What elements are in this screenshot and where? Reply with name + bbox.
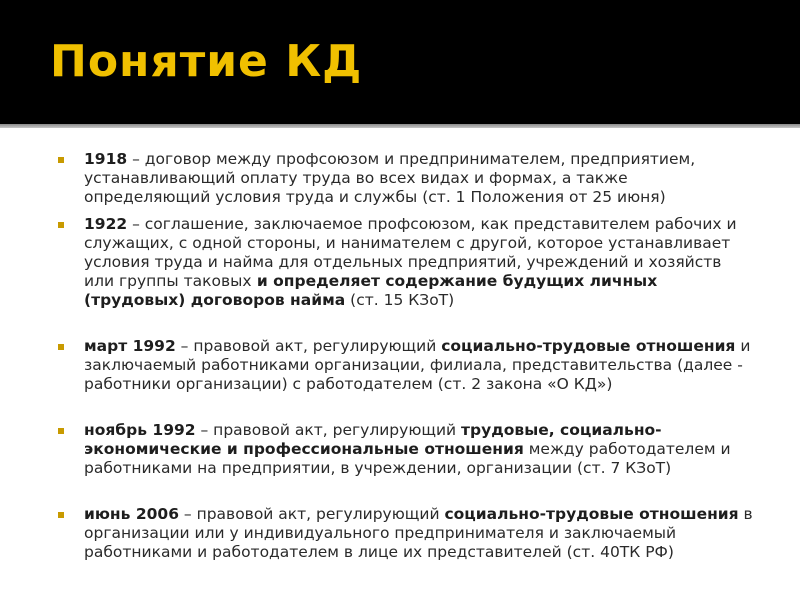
bullet-date: июнь 2006 bbox=[84, 505, 179, 523]
bullet-date: ноябрь 1992 bbox=[84, 421, 196, 439]
slide-title: Понятие КД bbox=[50, 36, 363, 87]
definition-list bbox=[56, 150, 756, 562]
square-bullet-icon bbox=[58, 344, 64, 350]
bullet-text: – правовой акт, регулирующий bbox=[178, 505, 445, 523]
square-bullet-icon bbox=[58, 428, 64, 434]
list-item-1918 bbox=[56, 150, 756, 207]
bullet-date: 1922 bbox=[84, 215, 128, 233]
bullet-text: – договор между профсоюзом и предпринимателем, предприятием, устанавливающий оплату труда во всех видах и формах, а также определяющий условия труда и службы (ст. 1 Положения от 25 июня) bbox=[84, 150, 696, 206]
bullet-date: 1918 bbox=[84, 150, 128, 168]
bullet-tail: (ст. 15 КЗоТ) bbox=[345, 291, 455, 309]
bullet-bold-phrase: социально-трудовые отношения bbox=[441, 337, 736, 355]
bullet-bold-phrase: трудовые, социально-экономические и профессиональные отношения bbox=[84, 421, 662, 458]
list-item-november-1992 bbox=[56, 421, 756, 478]
square-bullet-icon bbox=[58, 512, 64, 518]
title-divider bbox=[0, 124, 800, 128]
bullet-bold-phrase: социально-трудовые отношения bbox=[444, 505, 739, 523]
list-item-1922 bbox=[56, 215, 756, 310]
list-item-june-2006 bbox=[56, 505, 756, 562]
bullet-text: – правовой акт, регулирующий bbox=[175, 337, 442, 355]
square-bullet-icon bbox=[58, 157, 64, 163]
bullet-text: – правовой акт, регулирующий bbox=[195, 421, 462, 439]
bullet-tail: и заключаемый работниками организации, филиала, представительства (далее - работники организации) с работодателем (ст. 2 закона «О КД») bbox=[84, 337, 751, 393]
bullet-date: март 1992 bbox=[84, 337, 176, 355]
bullet-bold-phrase: и определяет содержание будущих личных (трудовых) договоров найма bbox=[84, 272, 658, 309]
bullet-tail: в организации или у индивидуального предпринимателя и заключаемый работниками и работодателем в лице их представителей (ст. 40ТК РФ) bbox=[84, 505, 753, 561]
bullet-tail: между работодателем и работниками на предприятии, в учреждении, организации (ст. 7 КЗоТ) bbox=[84, 440, 731, 477]
list-item-march-1992 bbox=[56, 337, 756, 394]
square-bullet-icon bbox=[58, 222, 64, 228]
bullet-text: – соглашение, заключаемое профсоюзом, как представителем рабочих и служащих, с одной стороны, и нанимателем с другой, которое устанавливает условия труда и найма для отдельных предприятий, учреждений и хозяйств или группы таковых bbox=[84, 215, 737, 290]
